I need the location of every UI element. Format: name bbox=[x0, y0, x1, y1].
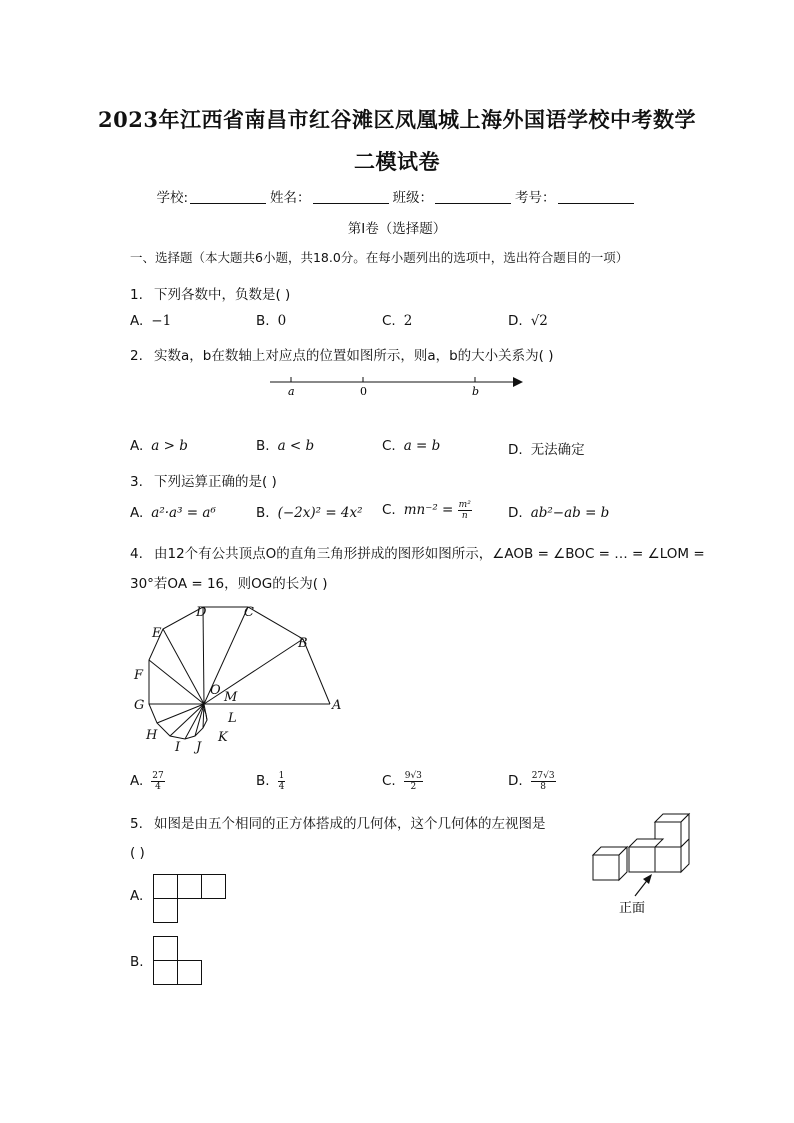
number-line-arrow bbox=[513, 377, 523, 387]
view-square bbox=[201, 874, 226, 899]
view-square bbox=[177, 874, 202, 899]
label-F: F bbox=[134, 668, 144, 683]
point-label-zero: 0 bbox=[360, 385, 367, 398]
question-stem: 下列各数中，负数是( ) bbox=[154, 287, 291, 303]
figure-lines bbox=[149, 607, 330, 739]
volume-heading: 第I卷（选择题） bbox=[347, 221, 447, 237]
spiral-triangles-figure bbox=[125, 598, 355, 758]
ray-OD bbox=[203, 607, 204, 704]
cube-front-face bbox=[593, 855, 619, 880]
question-3 bbox=[130, 470, 277, 490]
student-info-row bbox=[0, 186, 794, 206]
cube-front-face bbox=[655, 847, 681, 872]
q1-option-a[interactable]: A. −1 bbox=[130, 313, 172, 329]
front-label: 正面 bbox=[619, 901, 646, 916]
question-4-line2: 30°若OA = 16，则OG的长为( ) bbox=[130, 576, 328, 592]
number-line-figure bbox=[265, 370, 530, 400]
ray-OI bbox=[170, 704, 204, 736]
q4-option-b[interactable]: B. $\frac{1}{4}$ bbox=[256, 771, 285, 792]
q3-option-a[interactable]: A. a²·a³ = a⁶ bbox=[130, 505, 216, 521]
view-square bbox=[153, 960, 178, 985]
q5-option-a-label[interactable]: A. bbox=[130, 888, 144, 904]
label-G: G bbox=[134, 698, 145, 713]
label-I: I bbox=[175, 740, 181, 755]
question-stem: 下列运算正确的是( ) bbox=[154, 474, 277, 490]
question-number: 1. bbox=[130, 287, 143, 303]
view-square bbox=[153, 936, 178, 961]
q4-option-a[interactable]: A. $\frac{27}{4}$ bbox=[130, 771, 164, 792]
question-4-line1 bbox=[130, 542, 705, 562]
q2-option-b[interactable]: B. a < b bbox=[256, 438, 315, 454]
q2-option-c[interactable]: C. a = b bbox=[382, 438, 441, 454]
ray-OE bbox=[163, 629, 204, 704]
exam-no-label: 考号： bbox=[515, 190, 556, 206]
question-number: 3. bbox=[130, 474, 143, 490]
class-label: 班级： bbox=[392, 190, 434, 206]
question-number: 4. bbox=[130, 546, 143, 562]
q4-option-d[interactable]: D. $\frac{27√3}{8}$ bbox=[508, 771, 555, 792]
ray-OJ bbox=[185, 704, 204, 739]
class-blank[interactable] bbox=[435, 191, 511, 204]
front-arrow-head bbox=[643, 874, 652, 884]
name-label: 姓名： bbox=[270, 190, 311, 206]
label-A: A bbox=[332, 698, 342, 713]
label-M: M bbox=[224, 690, 238, 705]
q1-option-b[interactable]: B. 0 bbox=[256, 313, 287, 329]
q5-option-b-label[interactable]: B. bbox=[130, 954, 144, 970]
question-5 bbox=[130, 812, 546, 832]
label-J: J bbox=[196, 740, 202, 755]
q3-option-c[interactable]: C. mn⁻² = $\frac{\text{m²}}{n}$ bbox=[382, 500, 471, 521]
question-1 bbox=[130, 283, 290, 303]
school-label: 学校: bbox=[156, 190, 189, 206]
view-square bbox=[153, 898, 178, 923]
ray-OH bbox=[157, 704, 204, 723]
question-stem: 实数a，b在数轴上对应点的位置如图所示，则a，b的大小关系为( ) bbox=[154, 348, 554, 364]
q2-option-d[interactable]: D. 无法确定 bbox=[508, 442, 585, 458]
label-K: K bbox=[218, 730, 228, 745]
q1-option-d[interactable]: D. √2 bbox=[508, 313, 548, 329]
q3-option-d[interactable]: D. ab²−ab = b bbox=[508, 505, 610, 521]
ray-OM bbox=[204, 704, 207, 720]
label-O: O bbox=[210, 683, 221, 698]
label-E: E bbox=[152, 626, 162, 641]
label-C: C bbox=[244, 605, 254, 620]
label-D: D bbox=[196, 605, 207, 620]
exam-title-line1: 2023年江西省南昌市红谷滩区凤凰城上海外国语学校中考数学 bbox=[98, 107, 696, 132]
exam-title-line2: 二模试卷 bbox=[354, 149, 440, 174]
q1-option-c[interactable]: C. 2 bbox=[382, 313, 413, 329]
ray-OF bbox=[149, 660, 204, 704]
question-2 bbox=[130, 344, 554, 364]
q3-option-b[interactable]: B. (−2x)² = 4x² bbox=[256, 505, 363, 521]
cube-front-face bbox=[629, 847, 655, 872]
cubes-3d-figure bbox=[585, 808, 700, 918]
school-blank[interactable] bbox=[190, 191, 266, 204]
label-H: H bbox=[146, 728, 158, 743]
question-5-cont: ( ) bbox=[130, 845, 145, 861]
label-B: B bbox=[298, 636, 308, 651]
question-number: 5. bbox=[130, 816, 143, 832]
question-stem: 由12个有公共顶点O的直角三角形拼成的图形如图所示，∠AOB = ∠BOC = … = ∠LOM = bbox=[154, 546, 705, 562]
point-label-b: b bbox=[472, 385, 480, 398]
exam-no-blank[interactable] bbox=[558, 191, 634, 204]
point-label-a: a bbox=[288, 385, 295, 398]
question-number: 2. bbox=[130, 348, 143, 364]
view-square bbox=[177, 960, 202, 985]
name-blank[interactable] bbox=[313, 191, 389, 204]
q4-option-c[interactable]: C. $\frac{9√3}{2}$ bbox=[382, 771, 422, 792]
section-heading: 一、选择题（本大题共6小题，共18.0分。在每小题列出的选项中，选出符合题目的一项） bbox=[130, 250, 629, 265]
view-square bbox=[153, 874, 178, 899]
label-L: L bbox=[228, 711, 237, 726]
q2-option-a[interactable]: A. a > b bbox=[130, 438, 188, 454]
question-stem: 如图是由五个相同的正方体搭成的几何体，这个几何体的左视图是 bbox=[154, 816, 546, 832]
